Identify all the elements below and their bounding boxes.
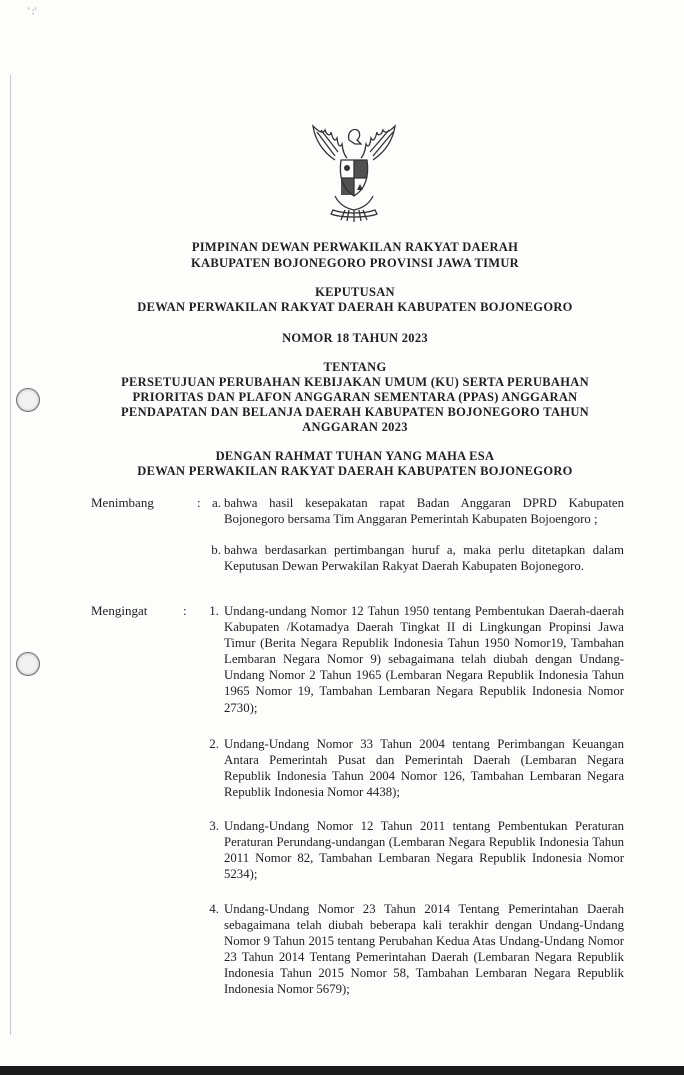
mengingat-item-2: Undang-Undang Nomor 33 Tahun 2004 tentang Perimbangan Keuangan Antara Pemerintah Pusat dan Pemerintah Daerah (Lembaran Negara Republik Indonesia Tahun 2004 Nomor 126, Tambahan Lembaran Negara Republik Indonesia Nomor 4438);	[224, 737, 624, 800]
mengingat-item-marker-3: 3.	[209, 818, 219, 833]
institution-line-1: PIMPINAN DEWAN PERWAKILAN RAKYAT DAERAH	[191, 240, 519, 254]
document-type: KEPUTUSAN	[315, 285, 395, 299]
menimbang-colon: :	[197, 495, 201, 510]
menimbang-item-marker-b: b.	[211, 542, 221, 557]
mengingat-item-marker-2: 2.	[209, 736, 219, 751]
mengingat-item-1: Undang-undang Nomor 12 Tahun 1950 tentang Pembentukan Daerah-daerah Kabupaten /Kotamadya Daerah Tingkat II di Lingkungan Propinsi Jawa Timur (Berita Negara Republik Indonesia Tahun 1950 Nomor19, Tambahan Lembaran Negara Nomor 9) sebagaimana telah diubah dengan Undang-Undang Nomor 2 Tahun 1965 (Lembaran Negara Republik Indonesia Tahun 1965 Nomor 19, Tambahan Lembaran Negara Republik Indonesia Nomor 2730);	[224, 604, 624, 715]
menimbang-label: Menimbang	[91, 495, 154, 510]
subject-line-2: PRIORITAS DAN PLAFON ANGGARAN SEMENTARA (PPAS) ANGGARAN	[132, 390, 578, 404]
menimbang-item-b: bahwa berdasarkan pertimbangan huruf a, maka perlu ditetapkan dalam Keputusan Dewan Perwakilan Rakyat Daerah Kabupaten Bojonegoro.	[224, 543, 624, 574]
subject-line-1: PERSETUJUAN PERUBAHAN KEBIJAKAN UMUM (KU) SERTA PERUBAHAN	[121, 375, 589, 389]
punch-hole-bottom	[16, 652, 40, 676]
mengingat-item-3: Undang-Undang Nomor 12 Tahun 2011 tentang Pembentukan Peraturan Peraturan Perundang-undangan (Lembaran Negara Republik Indonesia Tahun 2011 Nomor 82, Tambahan Lembaran Negara Republik Indonesia Nomor 5234);	[224, 819, 624, 882]
menimbang-item-marker-a: a.	[211, 495, 221, 510]
mengingat-item-marker-1: 1.	[209, 603, 219, 618]
subject-line-4: ANGGARAN 2023	[302, 420, 408, 434]
garuda-emblem-icon	[305, 122, 403, 224]
mengingat-item-4: Undang-Undang Nomor 23 Tahun 2014 Tentang Pemerintahan Daerah sebagaimana telah diubah beberapa kali terakhir dengan Undang-Undang Nomor 9 Tahun 2015 tentang Perubahan Kedua Atas Undang-Undang Nomor 23 Tahun 2014 Tentang Pemerintahan Daerah (Lembaran Negara Republik Indonesia Tahun 2015 Nomor 58, Tambahan Lembaran Negara Republik Indonesia Nomor 5679);	[224, 902, 624, 997]
menimbang-item-a: bahwa hasil kesepakatan rapat Badan Anggaran DPRD Kabupaten Bojonegoro bersama Tim Anggaran Pemerintah Kabupaten Bojoengoro ;	[224, 496, 624, 527]
mengingat-label: Mengingat	[91, 603, 148, 618]
mengingat-item-marker-4: 4.	[209, 901, 219, 916]
institution-line-2: KABUPATEN BOJONEGORO PROVINSI JAWA TIMUR	[190, 256, 519, 270]
decree-number: NOMOR 18 TAHUN 2023	[282, 331, 428, 345]
tentang-heading: TENTANG	[323, 360, 387, 374]
scan-margin-line	[10, 75, 11, 1035]
issuer-line: DEWAN PERWAKILAN RAKYAT DAERAH KABUPATEN BOJONEGORO	[137, 300, 573, 314]
subject-line-3: PENDAPATAN DAN BELANJA DAERAH KABUPATEN BOJONEGORO TAHUN	[121, 405, 589, 419]
punch-hole-top	[16, 388, 40, 412]
scan-bottom-edge	[0, 1066, 684, 1075]
corner-mark: ' :'	[28, 6, 36, 16]
blessing-line: DENGAN RAHMAT TUHAN YANG MAHA ESA	[215, 449, 495, 463]
mengingat-colon: :	[183, 603, 187, 618]
blessing-issuer-line: DEWAN PERWAKILAN RAKYAT DAERAH KABUPATEN BOJONEGORO	[137, 464, 573, 478]
